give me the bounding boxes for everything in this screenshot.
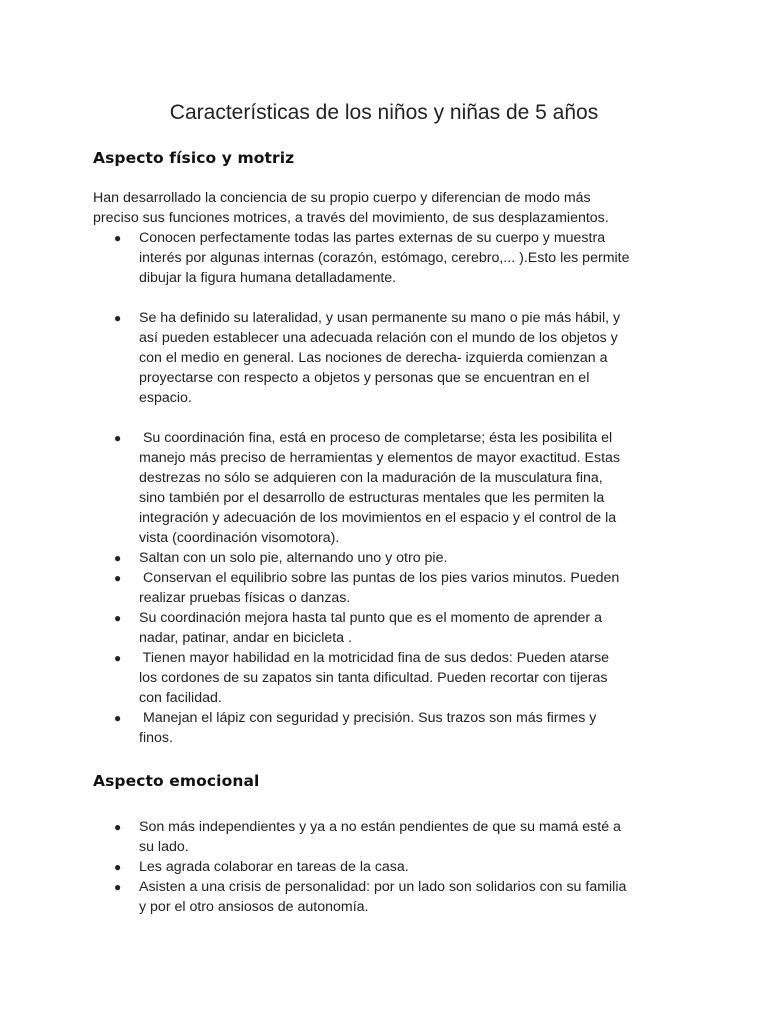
- list-item-line: Conservan el equilibrio sobre las puntas de los pies varios minutos. Pueden: [139, 570, 620, 586]
- list-item-line: manejo más preciso de herramientas y elementos de mayor exactitud. Estas: [139, 450, 621, 466]
- list-item-line: finos.: [139, 730, 173, 746]
- list-item-line: Manejan el lápiz con seguridad y precisión. Sus trazos son más firmes y: [139, 710, 597, 726]
- bullet-dot-icon: ●: [114, 651, 122, 665]
- bullet-dot-icon: ●: [114, 571, 122, 585]
- list-item-line: Su coordinación mejora hasta tal punto que es el momento de aprender a: [139, 610, 602, 626]
- section-heading-physical-motor: Aspecto físico y motriz: [93, 149, 295, 167]
- list-item-line: destrezas no sólo se adquieren con la maduración de la musculatura fina,: [139, 470, 603, 486]
- list-item-line: los cordones de su zapatos sin tanta dificultad. Pueden recortar con tijeras: [139, 670, 608, 686]
- bullet-dot-icon: ●: [114, 711, 122, 725]
- list-item-line: dibujar la figura humana detalladamente.: [139, 270, 397, 286]
- list-item: [93, 817, 683, 857]
- list-item-line: nadar, patinar, andar en bicicleta .: [139, 630, 352, 646]
- list-item-line: Son más independientes y ya a no están pendientes de que su mamá esté a: [139, 819, 621, 835]
- bullet-dot-icon: ●: [114, 820, 122, 834]
- list-item-line: con el medio en general. Las nociones de derecha- izquierda comienzan a: [139, 350, 608, 366]
- list-item: [93, 568, 683, 608]
- list-item-line: Saltan con un solo pie, alternando uno y otro pie.: [139, 550, 448, 566]
- page-title: Características de los niños y niñas de 5 años: [169, 101, 599, 124]
- bullet-dot-icon: ●: [114, 311, 122, 325]
- list-item-line: Les agrada colaborar en tareas de la casa.: [139, 859, 409, 875]
- list-item: [93, 428, 683, 548]
- list-item: [93, 608, 683, 648]
- list-item-line: con facilidad.: [139, 690, 222, 706]
- list-item-line: Tienen mayor habilidad en la motricidad fina de sus dedos: Pueden atarse: [139, 650, 610, 666]
- list-item-line: vista (coordinación visomotora).: [139, 530, 340, 546]
- list-item: [93, 228, 683, 288]
- list-item: [93, 877, 683, 917]
- list-item-line: Conocen perfectamente todas las partes externas de su cuerpo y muestra: [139, 230, 606, 246]
- emotional-bullet-list: [93, 817, 683, 917]
- list-item-line: integración y adecuación de los movimientos en el espacio y el control de la: [139, 510, 617, 526]
- list-item-line: así pueden establecer una adecuada relación con el mundo de los objetos y: [139, 330, 618, 346]
- list-item-line: interés por algunas internas (corazón, estómago, cerebro,... ).Esto les permite: [139, 250, 630, 266]
- bullet-dot-icon: ●: [114, 431, 122, 445]
- bullet-dot-icon: ●: [114, 611, 122, 625]
- list-item: [93, 648, 683, 708]
- section-heading-emotional: Aspecto emocional: [93, 772, 260, 790]
- list-item-line: realizar pruebas físicas o danzas.: [139, 590, 351, 606]
- list-item: [93, 857, 683, 877]
- list-item-line: Asisten a una crisis de personalidad: por un lado son solidarios con su familia: [139, 879, 627, 895]
- list-item-line: proyectarse con respecto a objetos y personas que se encuentran en el: [139, 370, 590, 386]
- list-item: [93, 308, 683, 408]
- intro-line: preciso sus funciones motrices, a través del movimiento, de sus desplazamientos.: [93, 210, 609, 226]
- list-item-line: y por el otro ansiosos de autonomía.: [139, 899, 369, 915]
- bullet-dot-icon: ●: [114, 880, 122, 894]
- bullet-dot-icon: ●: [114, 551, 122, 565]
- list-item: [93, 548, 683, 568]
- list-item: [93, 708, 683, 748]
- bullet-dot-icon: ●: [114, 860, 122, 874]
- list-item-line: Se ha definido su lateralidad, y usan permanente su mano o pie más hábil, y: [139, 310, 621, 326]
- intro-paragraph: [93, 188, 683, 228]
- list-item-line: espacio.: [139, 390, 192, 406]
- list-item-line: sino también por el desarrollo de estructuras mentales que les permiten la: [139, 490, 605, 506]
- list-item-line: Su coordinación fina, está en proceso de completarse; ésta les posibilita el: [139, 430, 613, 446]
- list-item-line: su lado.: [139, 839, 189, 855]
- intro-line: Han desarrollado la conciencia de su propio cuerpo y diferencian de modo más: [93, 190, 591, 206]
- bullet-dot-icon: ●: [114, 231, 122, 245]
- motor-bullet-list: [93, 228, 683, 748]
